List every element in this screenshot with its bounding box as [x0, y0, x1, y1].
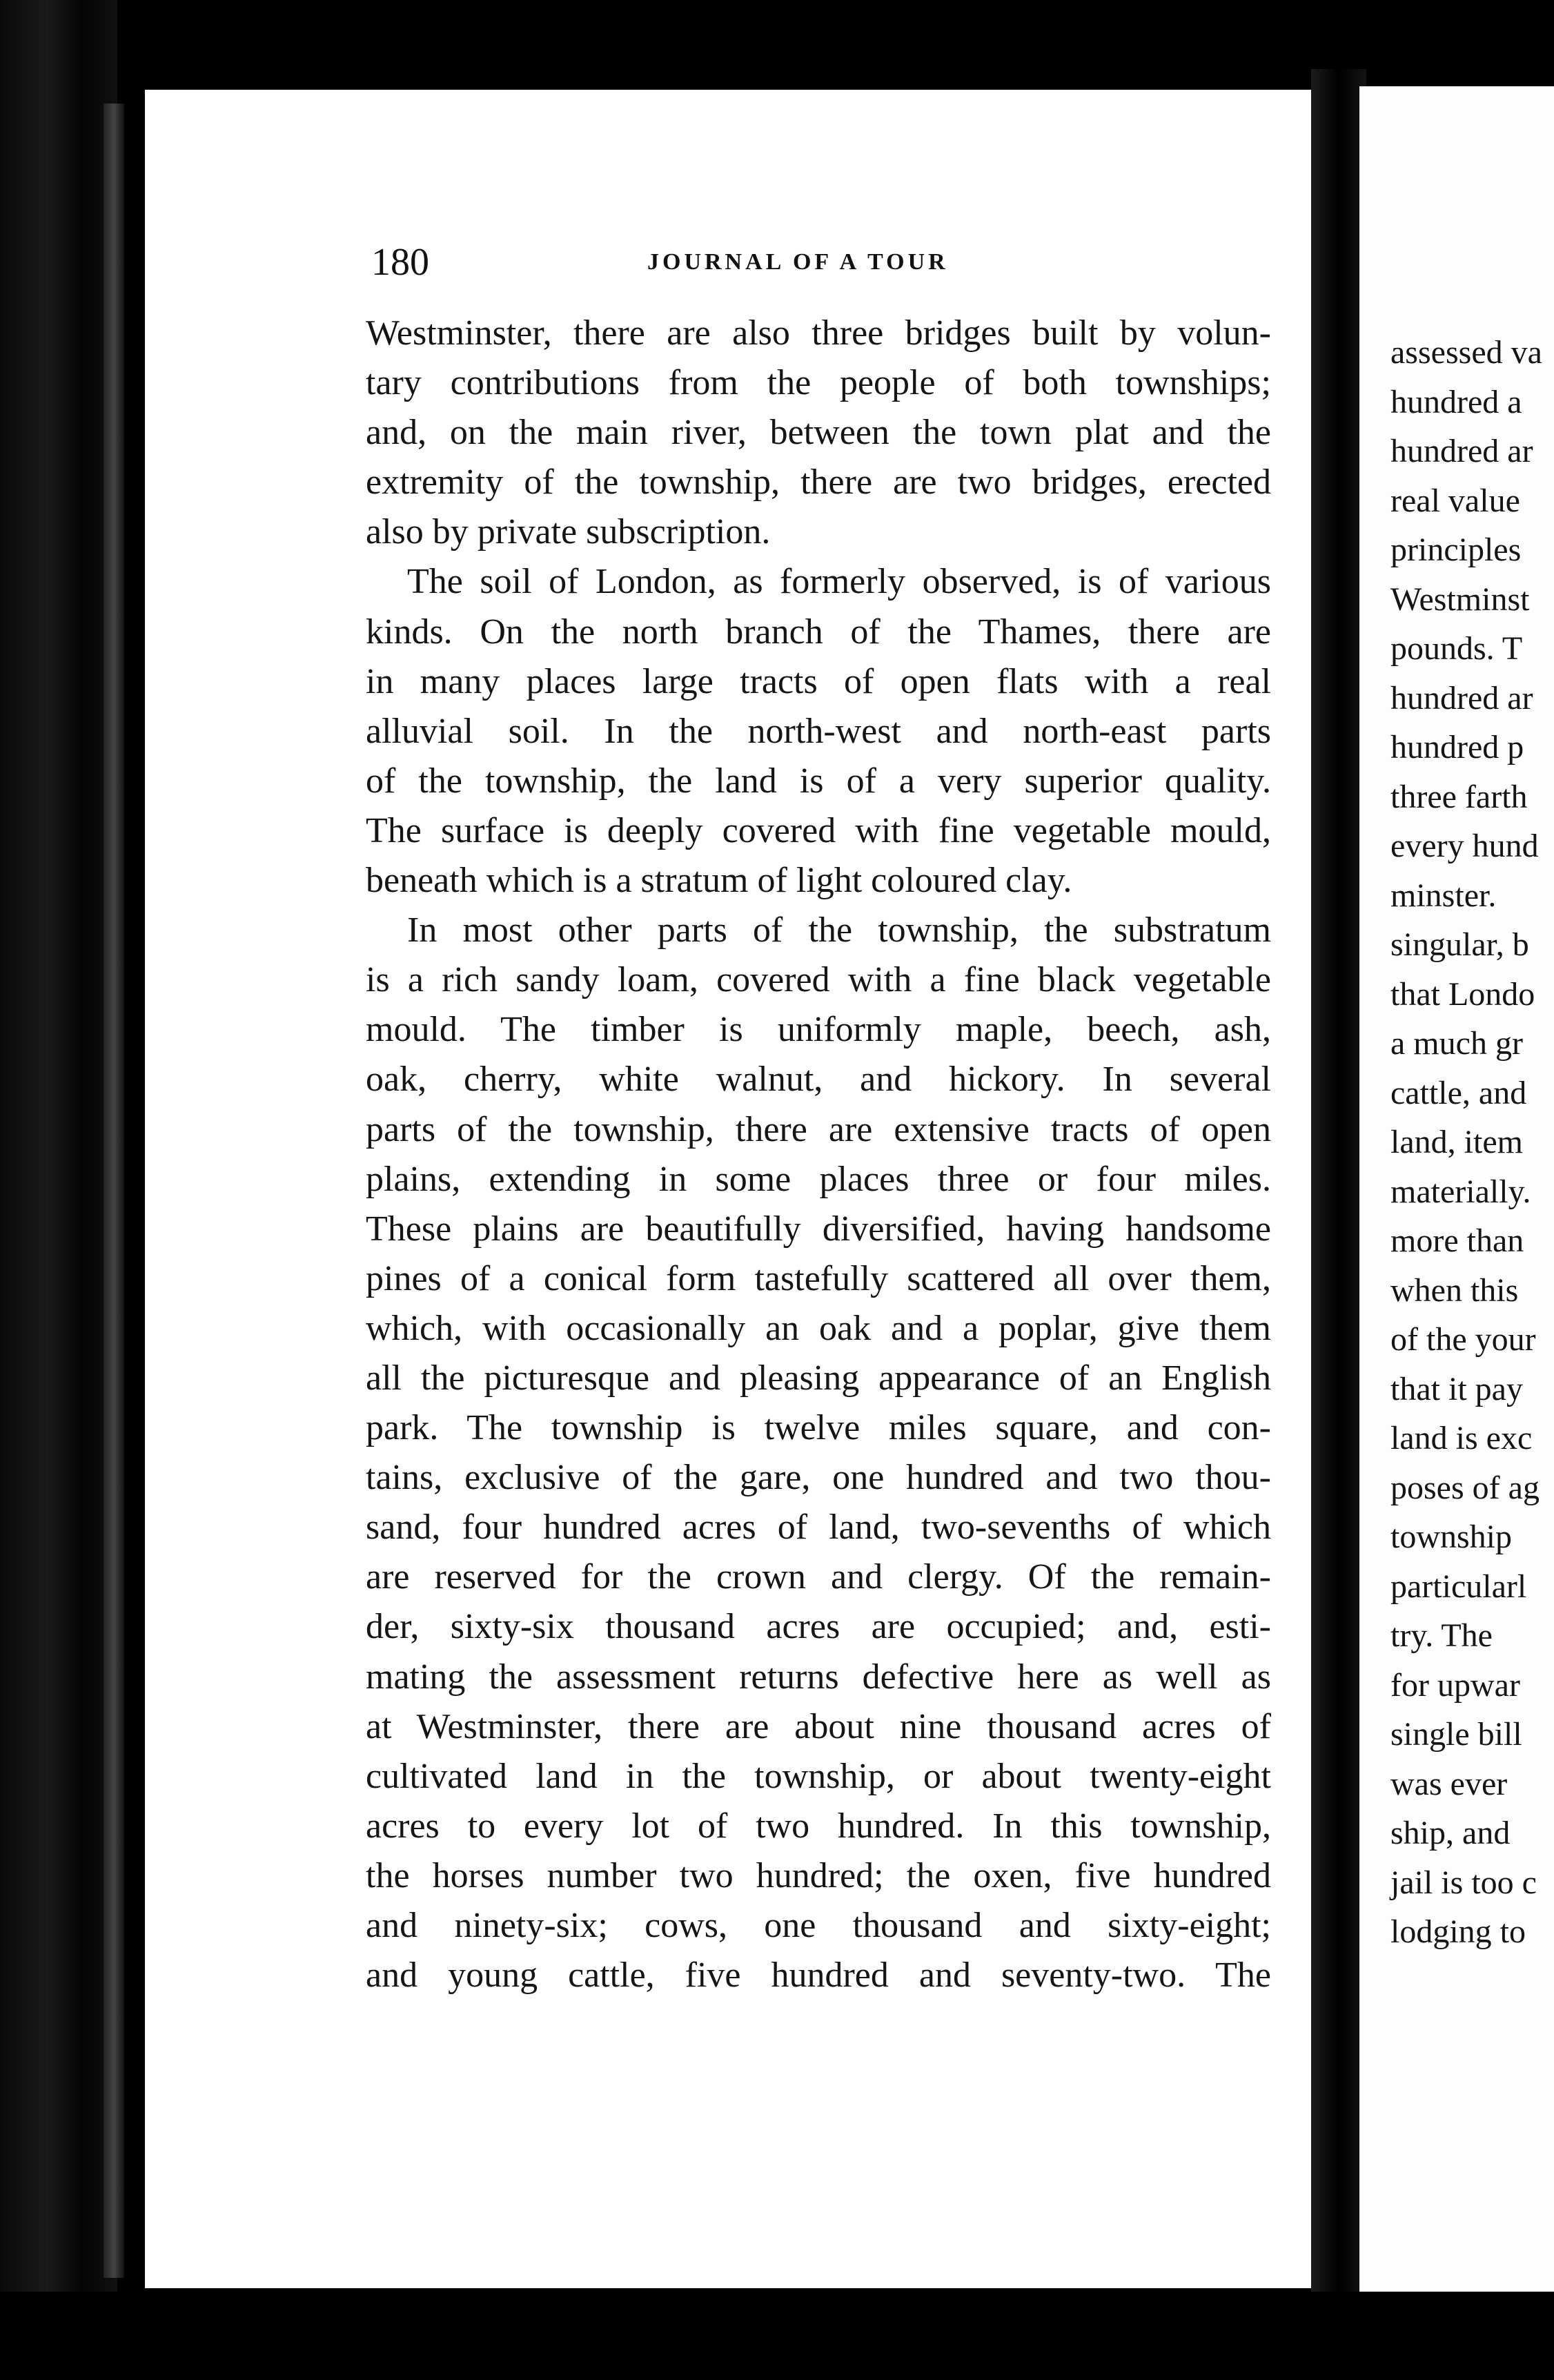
text-line: Westminster, there are also three bridges built by volun-: [366, 313, 1271, 353]
facing-line: poses of ag: [1390, 1469, 1540, 1506]
facing-line: when this: [1390, 1271, 1519, 1309]
text-line: parts of the township, there are extensive tracts of open: [366, 1109, 1271, 1149]
text-line: mould. The timber is uniformly maple, beech, ash,: [366, 1010, 1271, 1050]
facing-line: land is exc: [1390, 1420, 1533, 1456]
facing-line: minster.: [1390, 877, 1497, 914]
facing-line: single bill: [1390, 1716, 1522, 1753]
facing-line: jail is too c: [1390, 1864, 1537, 1901]
book-binding: [0, 0, 117, 2380]
facing-line: hundred a: [1390, 383, 1522, 420]
text-line: mating the assessment returns defective here as well as: [366, 1657, 1271, 1697]
text-line: which, with occasionally an oak and a poplar, give them: [366, 1308, 1271, 1348]
text-line: also by private subscription.: [366, 512, 771, 552]
facing-line: cattle, and: [1390, 1074, 1527, 1111]
running-header: [371, 235, 1268, 297]
text-line: sand, four hundred acres of land, two-sevenths of which: [366, 1508, 1271, 1548]
facing-line: that it pay: [1390, 1370, 1523, 1407]
text-line: alluvial soil. In the north-west and north-east parts: [366, 711, 1271, 751]
text-line: cultivated land in the township, or about twenty-eight: [366, 1756, 1271, 1796]
facing-page-text: [1390, 328, 1554, 1957]
text-line: in many places large tracts of open flats with a real: [366, 661, 1271, 701]
text-line: oak, cherry, white walnut, and hickory. In several: [366, 1060, 1271, 1100]
paragraph-1: [366, 309, 1271, 557]
facing-line: a much gr: [1390, 1025, 1523, 1062]
text-line: the horses number two hundred; the oxen, five hundred: [366, 1855, 1271, 1895]
facing-line: hundred ar: [1390, 433, 1533, 469]
facing-line: ship, and: [1390, 1815, 1511, 1851]
text-line: kinds. On the north branch of the Thames, there are: [366, 612, 1271, 652]
text-line: of the township, the land is of a very superior quality.: [366, 761, 1271, 801]
text-line: at Westminster, there are about nine thousand acres of: [366, 1706, 1271, 1746]
facing-line: pounds. T: [1390, 630, 1523, 667]
facing-line: assessed va: [1390, 334, 1542, 371]
facing-line: township: [1390, 1519, 1513, 1555]
facing-line: singular, b: [1390, 926, 1529, 963]
facing-line: hundred ar: [1390, 679, 1533, 716]
text-line: park. The township is twelve miles square, and con-: [366, 1408, 1271, 1448]
scan-bottom-edge: [0, 2292, 1554, 2380]
text-line: extremity of the township, there are two bridges, erected: [366, 462, 1271, 503]
text-line: all the picturesque and pleasing appearance of an English: [366, 1358, 1271, 1398]
text-line: is a rich sandy loam, covered with a fine black vegetable: [366, 960, 1271, 1000]
text-line: der, sixty-six thousand acres are occupied; and, esti-: [366, 1607, 1271, 1647]
text-line: and, on the main river, between the town plat and the: [366, 413, 1271, 453]
facing-line: real value: [1390, 482, 1520, 519]
text-line: plains, extending in some places three or four miles.: [366, 1159, 1271, 1199]
paragraph-3: [366, 906, 1271, 2000]
facing-line: that Londo: [1390, 975, 1535, 1013]
paragraph-2: [366, 557, 1271, 906]
text-line: tains, exclusive of the gare, one hundred and two thou-: [366, 1458, 1271, 1498]
facing-line: three farth: [1390, 778, 1528, 815]
facing-line: more than: [1390, 1222, 1524, 1259]
text-line: The soil of London, as formerly observed, is of various: [407, 562, 1271, 602]
text-line: These plains are beautifully diversified, having handsome: [366, 1209, 1271, 1249]
text-line: pines of a conical form tastefully scattered all over them,: [366, 1258, 1271, 1298]
text-line: beneath which is a stratum of light coloured clay.: [366, 861, 1072, 901]
running-title: JOURNAL OF A TOUR: [647, 249, 949, 275]
facing-line: hundred p: [1390, 729, 1524, 765]
facing-line: lodging to: [1390, 1913, 1526, 1950]
text-line: acres to every lot of two hundred. In this township,: [366, 1806, 1271, 1846]
facing-line: Westminst: [1390, 581, 1530, 618]
facing-line: was ever: [1390, 1765, 1508, 1802]
facing-line: principles: [1390, 531, 1522, 568]
page-gutter: [1311, 69, 1366, 2312]
facing-line: materially.: [1390, 1173, 1531, 1210]
facing-line: every hund: [1390, 828, 1539, 864]
text-line: tary contributions from the people of both townships;: [366, 363, 1271, 403]
facing-line: of the your: [1390, 1321, 1536, 1358]
facing-line: try. The: [1390, 1617, 1493, 1654]
facing-line: for upwar: [1390, 1666, 1520, 1704]
text-line: and young cattle, five hundred and seventy-two. The: [366, 1955, 1271, 1996]
text-line: In most other parts of the township, the substratum: [407, 910, 1271, 950]
facing-line: particularl: [1390, 1568, 1527, 1605]
text-line: The surface is deeply covered with fine vegetable mould,: [366, 810, 1271, 850]
text-line: and ninety-six; cows, one thousand and sixty-eight;: [366, 1906, 1271, 1945]
facing-line: land, item: [1390, 1124, 1523, 1160]
binding-edge: [104, 104, 124, 2278]
page-number: 180: [371, 241, 429, 284]
text-line: are reserved for the crown and clergy. Of the remain-: [366, 1557, 1271, 1597]
body-text: [366, 309, 1271, 2000]
